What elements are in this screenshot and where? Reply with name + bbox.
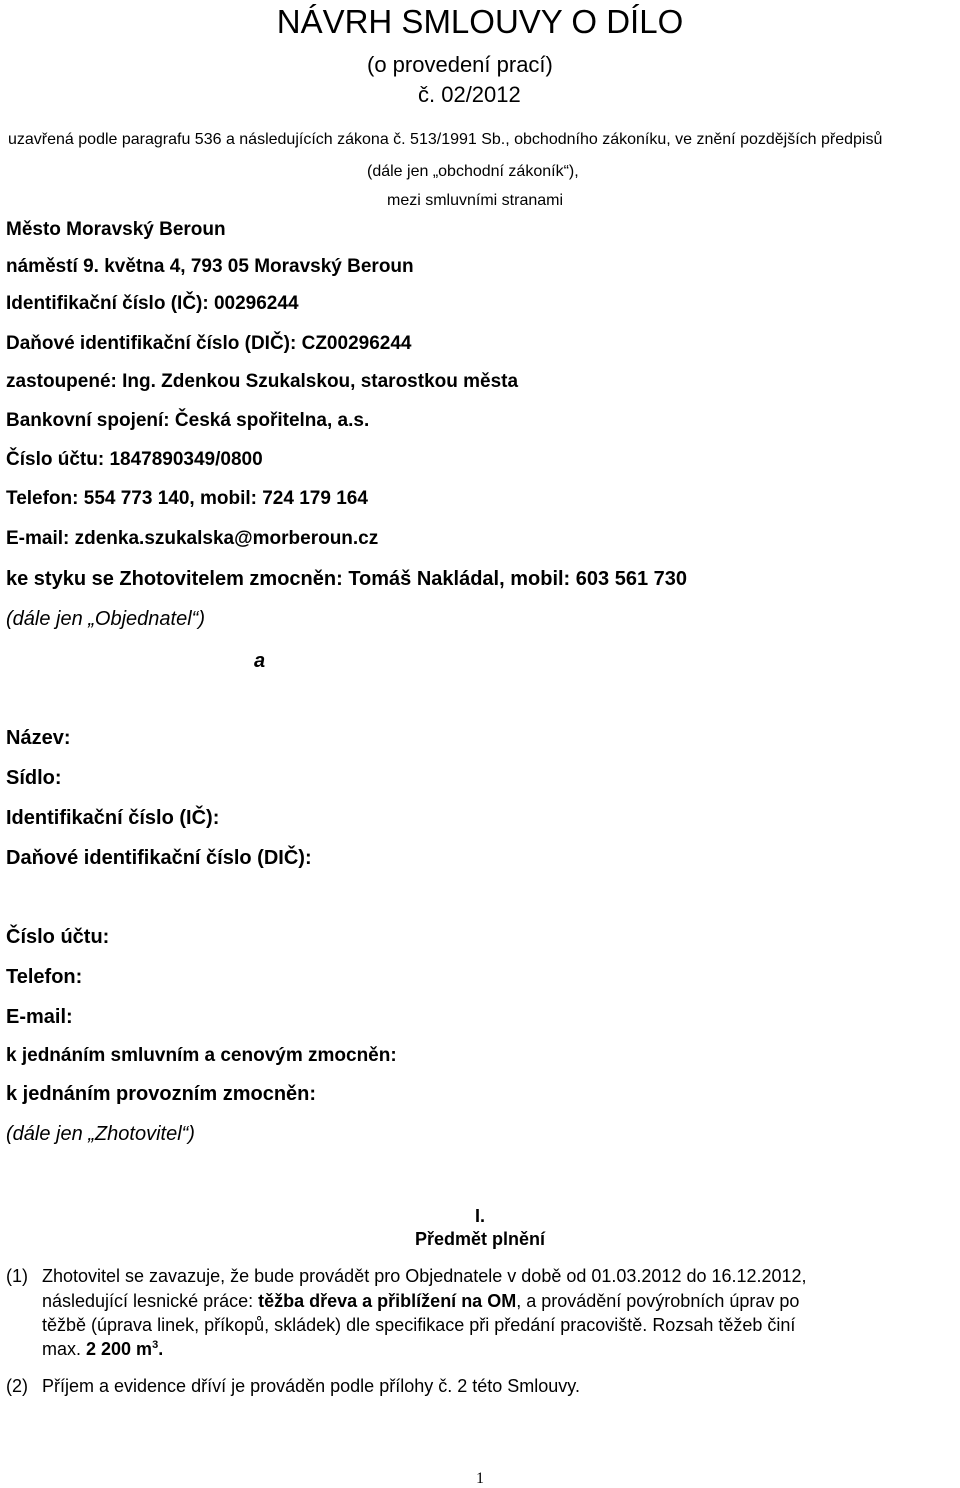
objednatel-bank: Bankovní spojení: Česká spořitelna, a.s. [6, 410, 370, 431]
objednatel-address: náměstí 9. května 4, 793 05 Moravský Beroun [6, 256, 414, 277]
paragraph-2-number: (2) [6, 1376, 28, 1396]
zhotovitel-dic-label: Daňové identifikační číslo (DIČ): [6, 847, 312, 869]
zhotovitel-ic-label: Identifikační číslo (IČ): [6, 807, 220, 829]
zhotovitel-account-label: Číslo účtu: [6, 926, 110, 948]
paragraph-1-line-4: max. 2 200 $m^3$. [42, 1339, 164, 1359]
paragraph-1-line-1: Zhotovitel se zavazuje, že bude provádět pro Objednatele v době od 01.03.2012 do 16.12.2012, [42, 1266, 807, 1286]
objednatel-ic: Identifikační číslo (IČ): 00296244 [6, 293, 299, 314]
objednatel-contact: ke styku se Zhotovitelem zmocněn: Tomáš Nakládal, mobil: 603 561 730 [6, 568, 687, 590]
paragraph-2-text: Příjem a evidence dříví je prováděn podle přílohy č. 2 této Smlouvy. [42, 1376, 580, 1396]
intro-line-1: uzavřená podle paragrafu 536 a následujících zákona č. 513/1991 Sb., obchodního zákoníku, ve znění pozdějších předpisů [8, 131, 883, 148]
document-title: NÁVRH SMLOUVY O DÍLO [276, 3, 684, 40]
objednatel-alias: (dále jen „Objednatel“) [6, 608, 205, 630]
objednatel-representative: zastoupené: Ing. Zdenkou Szukalskou, starostkou města [6, 371, 519, 392]
page-number: 1 [476, 1470, 484, 1487]
objednatel-email: E-mail: zdenka.szukalska@morberoun.cz [6, 528, 379, 549]
zhotovitel-negotiation-label: k jednáním smluvním a cenovým zmocněn: [6, 1045, 397, 1066]
zhotovitel-phone-label: Telefon: [6, 966, 83, 988]
objednatel-account: Číslo účtu: 1847890349/0800 [6, 449, 263, 470]
zhotovitel-operation-label: k jednáním provozním zmocněn: [6, 1083, 317, 1105]
zhotovitel-seat-label: Sídlo: [6, 767, 62, 789]
objednatel-phone: Telefon: 554 773 140, mobil: 724 179 164 [6, 488, 368, 509]
intro-line-2: (dále jen „obchodní zákoník“), [367, 163, 579, 180]
intro-line-3: mezi smluvními stranami [387, 192, 564, 209]
paragraph-1-number: (1) [6, 1266, 28, 1286]
zhotovitel-email-label: E-mail: [6, 1006, 73, 1028]
paragraph-1-line-3: těžbě (úprava linek, příkopů, skládek) dle specifikace při předání pracoviště. Rozsah těžeb činí [42, 1315, 796, 1335]
section-numeral: I. [474, 1206, 485, 1226]
conjunction-a: a [254, 650, 266, 672]
document-subtitle: (o provedení prací) [367, 52, 553, 77]
contract-number: č. 02/2012 [418, 82, 521, 107]
zhotovitel-name-label: Název: [6, 727, 71, 749]
zhotovitel-alias: (dále jen „Zhotovitel“) [6, 1123, 195, 1145]
section-heading: Předmět plnění [414, 1229, 546, 1249]
objednatel-dic: Daňové identifikační číslo (DIČ): CZ00296244 [6, 333, 412, 354]
objednatel-name: Město Moravský Beroun [6, 219, 226, 240]
paragraph-1-line-2: následující lesnické práce: těžba dřeva a přiblížení na OM, a provádění povýrobních úprav po [42, 1291, 800, 1311]
